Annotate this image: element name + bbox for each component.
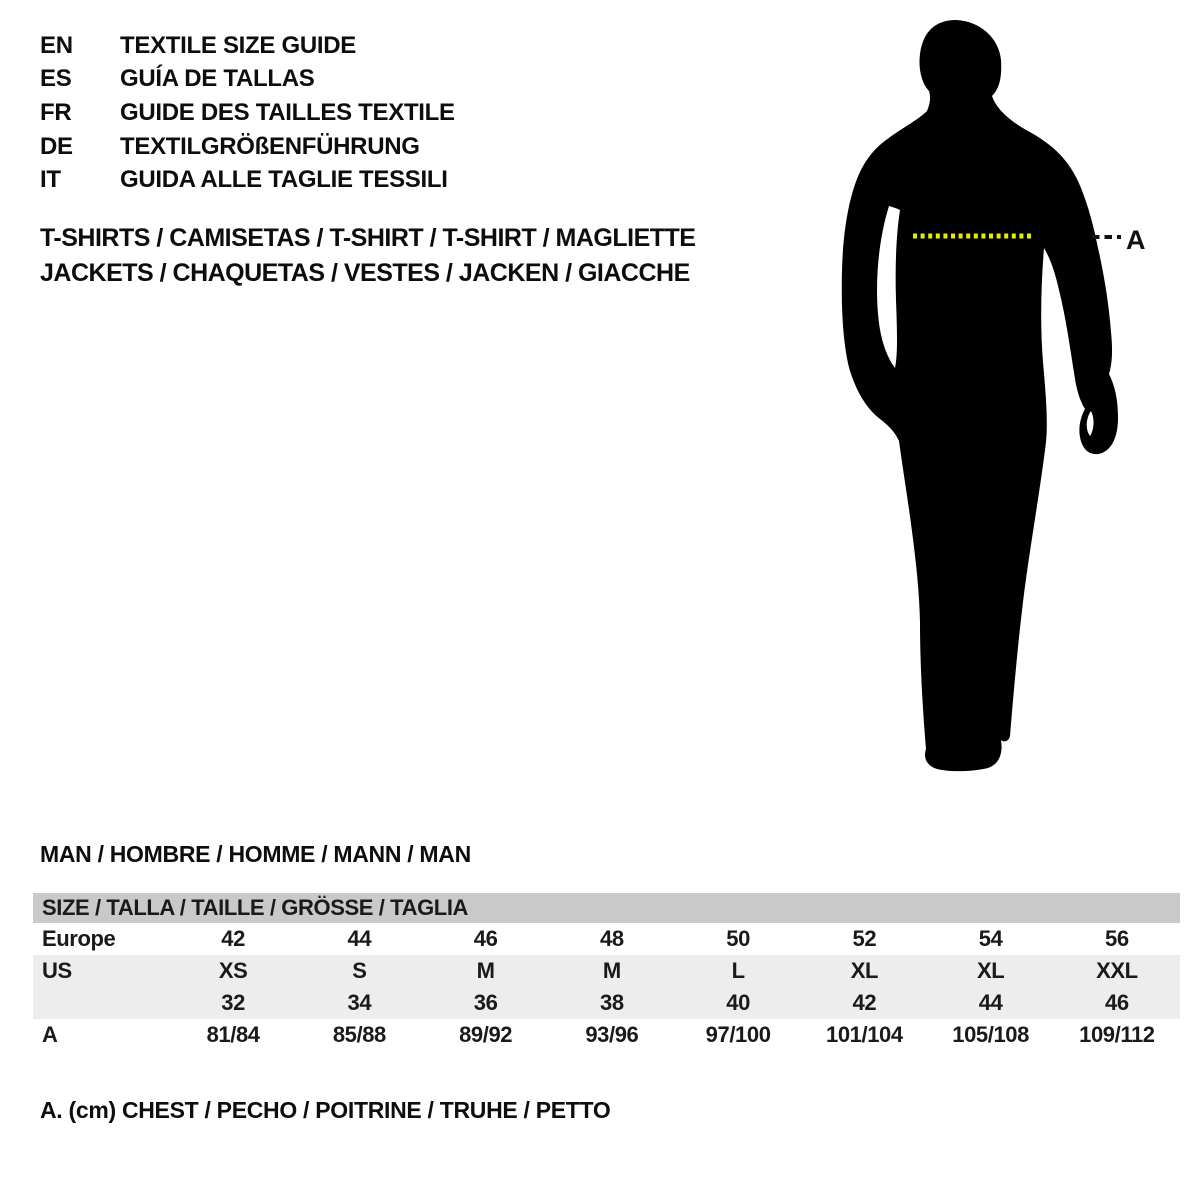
size-cell: XL [850, 958, 879, 983]
row-label: A [42, 1022, 58, 1047]
size-cell: 52 [852, 926, 877, 951]
man-silhouette-figure [820, 0, 1165, 800]
table-row-europe [33, 923, 1180, 955]
man-silhouette-shape [842, 20, 1118, 771]
size-cell: 46 [473, 926, 498, 951]
language-code: ES [40, 65, 72, 93]
size-cell: 48 [600, 926, 624, 951]
size-cell: 46 [1105, 990, 1129, 1015]
size-cell: 109/112 [1079, 1022, 1155, 1047]
size-cell: M [476, 958, 495, 983]
measure-label-a: A [1126, 225, 1146, 255]
size-cell: 105/108 [952, 1022, 1029, 1047]
category-heading [40, 221, 695, 291]
size-cell: 36 [473, 990, 498, 1015]
row-label: Europe [42, 926, 116, 951]
size-cell: XL [976, 958, 1005, 983]
man-silhouette-svg [820, 0, 1165, 800]
size-cell: 42 [221, 926, 245, 951]
size-cell: 97/100 [705, 1022, 771, 1047]
language-row-en [40, 29, 455, 63]
size-cell: 85/88 [332, 1022, 386, 1047]
size-cell: 89/92 [459, 1022, 513, 1047]
size-cell: 50 [726, 926, 750, 951]
language-code: EN [40, 31, 73, 59]
language-row-it [40, 163, 455, 197]
table-row-a [33, 1019, 1180, 1051]
language-title: GUÍA DE TALLAS [120, 65, 315, 93]
language-title: GUIDE DES TAILLES TEXTILE [120, 98, 455, 126]
table-row-us [33, 955, 1180, 987]
size-cell: 101/104 [826, 1022, 903, 1047]
language-row-de [40, 130, 455, 164]
language-title: TEXTILGRÖßENFÜHRUNG [120, 132, 420, 160]
size-table-header: SIZE / TALLA / TAILLE / GRÖSSE / TAGLIA [33, 893, 1180, 923]
table-row-row2 [33, 987, 1180, 1019]
language-row-fr [40, 96, 455, 130]
size-cell: 54 [978, 926, 1003, 951]
size-cell: L [731, 958, 745, 983]
size-cell: S [352, 958, 367, 983]
size-cell: 42 [852, 990, 877, 1015]
section-heading-man: MAN / HOMBRE / HOMME / MANN / MAN [40, 841, 471, 867]
language-title: GUIDA ALLE TAGLIE TESSILI [120, 166, 448, 194]
size-cell: 93/96 [585, 1022, 639, 1047]
language-code: DE [40, 132, 73, 160]
category-line-jackets: JACKETS / CHAQUETAS / VESTES / JACKEN / GIACCHE [40, 259, 690, 287]
size-cell: 34 [347, 990, 372, 1015]
category-line-tshirts: T-SHIRTS / CAMISETAS / T-SHIRT / T-SHIRT / MAGLIETTE [40, 224, 696, 252]
size-cell: 81/84 [206, 1022, 260, 1047]
size-table [33, 893, 1180, 1051]
size-cell: 56 [1105, 926, 1129, 951]
row-label: US [42, 958, 72, 983]
language-title: TEXTILE SIZE GUIDE [120, 31, 356, 59]
language-row-es [40, 63, 455, 97]
size-cell: 44 [978, 990, 1003, 1015]
size-cell: 32 [221, 990, 245, 1015]
size-cell: 44 [347, 926, 372, 951]
language-code: FR [40, 98, 72, 126]
size-cell: XS [218, 958, 248, 983]
size-cell: M [602, 958, 621, 983]
size-cell: 38 [600, 990, 624, 1015]
measurement-footnote: A. (cm) CHEST / PECHO / POITRINE / TRUHE / PETTO [40, 1097, 611, 1123]
size-cell: 40 [726, 990, 750, 1015]
size-cell: XXL [1096, 958, 1138, 983]
language-code: IT [40, 166, 61, 194]
language-list [40, 29, 455, 197]
size-table-body [33, 923, 1180, 1051]
